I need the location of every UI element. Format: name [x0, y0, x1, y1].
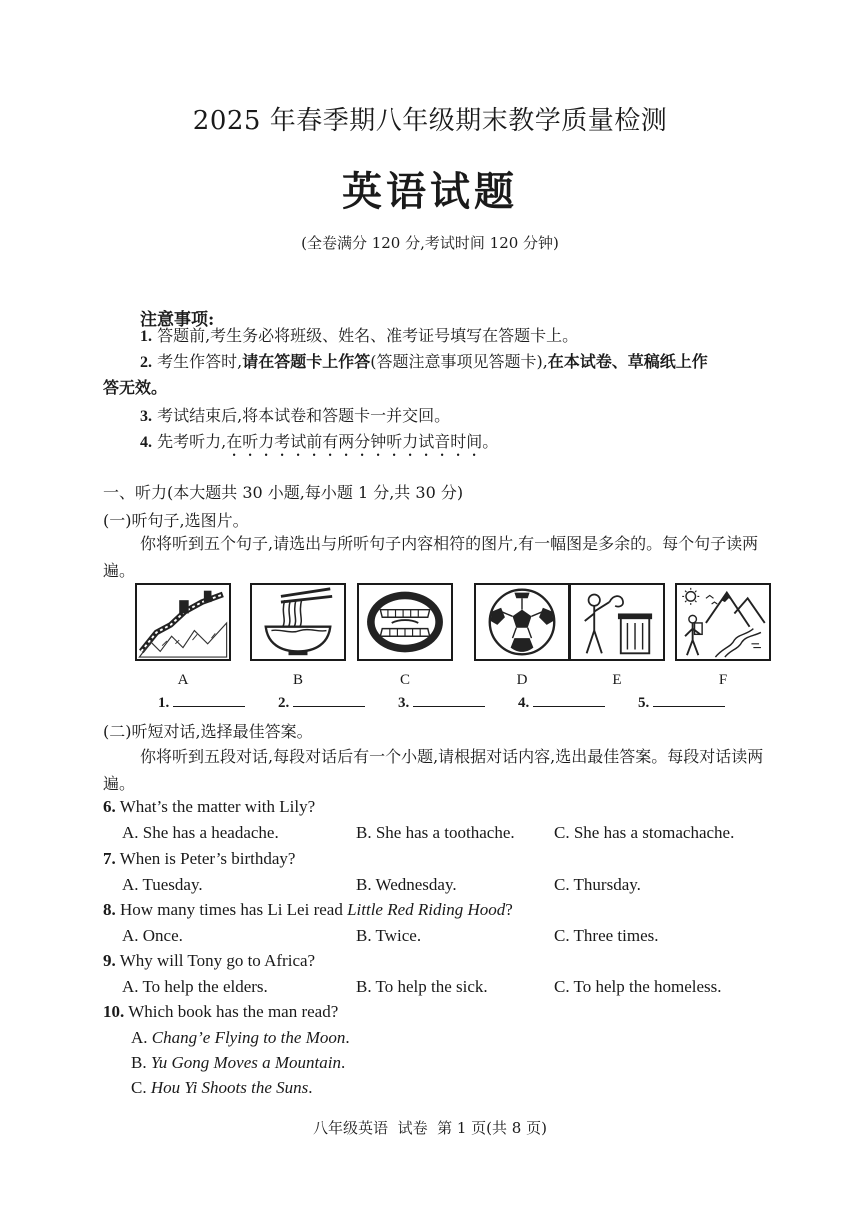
picture-label: A: [177, 672, 189, 688]
note-emphasis: 在本试卷、草稿纸上作: [547, 352, 708, 371]
part2-instruction: 你将听到五段对话,每段对话后有一个小题,请根据对话内容,选出最佳答案。每段对话读两遍。: [103, 747, 764, 793]
note-emphasis: 请在答题卡上作答: [242, 352, 371, 371]
picture-a: [135, 583, 231, 661]
picture-label: B: [292, 672, 303, 688]
great-wall-icon: [137, 585, 229, 659]
section-title: 一、听力(本大题共 30 小题,每小题 1 分,共 30 分): [103, 483, 464, 502]
part1-title: (一)听句子,选图片。: [103, 511, 249, 530]
note-item-4: [140, 429, 498, 460]
option-c[interactable]: C. Thursday.: [554, 875, 641, 894]
note-text: 答题前,考生务必将班级、姓名、准考证号填写在答题卡上。: [157, 326, 579, 345]
soccer-ball-icon: [476, 585, 568, 659]
subject-title: 英语试题: [342, 168, 518, 215]
picture-label: C: [399, 672, 410, 688]
note-text: (答题注意事项见答题卡),: [370, 352, 548, 371]
picture-label: D: [516, 672, 528, 688]
exam-info: (全卷满分 120 分,考试时间 120 分钟): [301, 234, 559, 252]
option-b[interactable]: B. Yu Gong Moves a Mountain.: [131, 1053, 346, 1072]
question-9: 9. Why will Tony go to Africa?: [103, 951, 316, 970]
noodles-icon: [252, 585, 344, 659]
picture-label: E: [612, 672, 622, 688]
mountain-hiker-icon: [677, 585, 769, 659]
answer-blank[interactable]: 2.: [278, 690, 365, 712]
note-number: 1.: [140, 328, 152, 345]
notes-heading: 注意事项:: [140, 310, 215, 330]
picture-row: [135, 583, 755, 663]
option-c[interactable]: C. Hou Yi Shoots the Suns.: [131, 1078, 313, 1097]
picture-f: [675, 583, 771, 661]
note-dotted-text: 在听力考试前有两分钟听力试音时间: [226, 432, 483, 451]
trash-bin-icon: [571, 585, 663, 659]
note-item-3: [140, 403, 450, 430]
note-text: 考生作答时,: [157, 352, 243, 371]
answer-blank[interactable]: 5.: [638, 690, 725, 712]
option-c[interactable]: C. Three times.: [554, 926, 659, 945]
picture-c: [357, 583, 453, 661]
note-text: 先考听力,: [157, 432, 227, 451]
option-c[interactable]: C. She has a stomachache.: [554, 823, 735, 842]
picture-b: [250, 583, 346, 661]
option-b[interactable]: B. To help the sick.: [356, 977, 488, 996]
note-number: 2.: [140, 354, 152, 371]
option-a[interactable]: A. Once.: [122, 926, 183, 945]
answer-blank[interactable]: 4.: [518, 690, 605, 712]
note-number: 4.: [140, 434, 152, 451]
note-text: 。: [482, 432, 499, 451]
option-a[interactable]: A. She has a headache.: [122, 823, 279, 842]
part1-instruction: 你将听到五个句子,请选出与所听句子内容相符的图片,有一幅图是多余的。每个句子读两遍。: [103, 534, 759, 580]
answer-blank[interactable]: 3.: [398, 690, 485, 712]
open-mouth-icon: [359, 585, 451, 659]
note-number: 3.: [140, 408, 152, 425]
answer-blank[interactable]: 1.: [158, 690, 245, 712]
question-6: 6. What’s the matter with Lily?: [103, 797, 316, 816]
picture-e: [569, 583, 665, 661]
question-10: 10. Which book has the man read?: [103, 1002, 339, 1021]
page-footer: 八年级英语 试卷 第 1 页(共 8 页): [313, 1119, 547, 1137]
picture-label: F: [718, 672, 728, 688]
option-a[interactable]: A. Tuesday.: [122, 875, 203, 894]
option-b[interactable]: B. Wednesday.: [356, 875, 457, 894]
note-text: 考试结束后,将本试卷和答题卡一并交回。: [157, 406, 451, 425]
note-item-2: [140, 349, 790, 376]
option-b[interactable]: B. She has a toothache.: [356, 823, 515, 842]
option-c[interactable]: C. To help the homeless.: [554, 977, 722, 996]
picture-d: [474, 583, 570, 661]
note-item-1: [140, 323, 578, 350]
question-8: 8. How many times has Li Lei read Little Red Riding Hood?: [103, 900, 513, 919]
option-a[interactable]: A. To help the elders.: [122, 977, 268, 996]
exam-title: 2025 年春季期八年级期末教学质量检测: [192, 106, 668, 136]
part2-title: (二)听短对话,选择最佳答案。: [103, 722, 313, 741]
question-7: 7. When is Peter’s birthday?: [103, 849, 296, 868]
note-item-2-continued: 答无效。: [103, 378, 168, 397]
option-b[interactable]: B. Twice.: [356, 926, 422, 945]
option-a[interactable]: A. Chang’e Flying to the Moon.: [131, 1028, 350, 1047]
